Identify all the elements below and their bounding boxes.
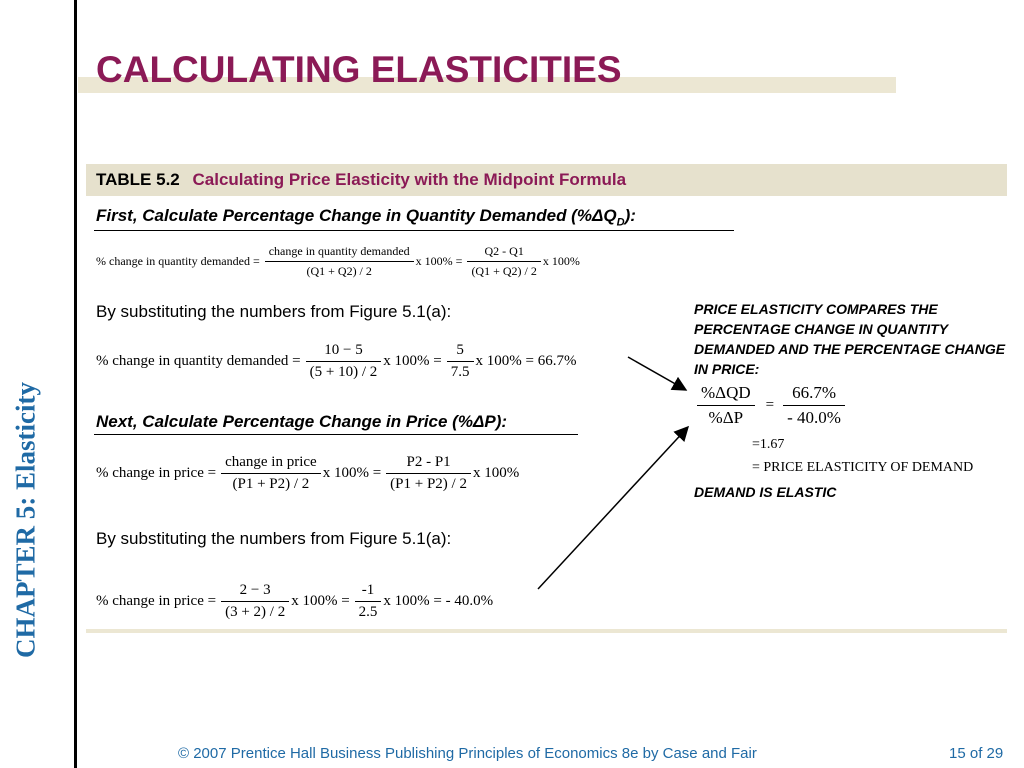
footer-copyright: © 2007 Prentice Hall Business Publishing Principles of Economics 8e by Case and Fair bbox=[178, 745, 757, 762]
table-caption: Calculating Price Elasticity with the Midpoint Formula bbox=[192, 170, 627, 189]
price-midpoint-formula: % change in price = $\frac{\text{change in price}}{(P1 + P2) / 2}$ x 100% = $\frac{P2 - P1}{(P1 + P2) / 2}$ x 100% bbox=[96, 454, 520, 492]
elasticity-note: PRICE ELASTICITY COMPARES THE PERCENTAGE CHANGE IN QUANTITY DEMANDED AND THE PERCENTAGE CHANGE IN PRICE: bbox=[694, 301, 1006, 377]
substitution-text-1: By substituting the numbers from Figure 5.1(a): bbox=[96, 302, 452, 321]
elasticity-verdict: DEMAND IS ELASTIC bbox=[694, 484, 837, 500]
arrow-qd-to-ratio bbox=[628, 357, 686, 390]
table-number: TABLE 5.2 bbox=[96, 170, 180, 189]
bottom-rule bbox=[86, 629, 1007, 633]
chapter-side-label: CHAPTER 5: Elasticity bbox=[10, 382, 41, 658]
section1-heading: First, Calculate Percentage Change in Quantity Demanded $(\%\Delta Q_D)$: bbox=[96, 206, 636, 229]
substitution-text-2: By substituting the numbers from Figure 5.1(a): bbox=[96, 529, 452, 548]
elasticity-value: =1.67 bbox=[752, 437, 785, 452]
arrow-price-to-ratio bbox=[538, 427, 688, 589]
qd-calculation: % change in quantity demanded = $\frac{10 - 5}{(5 + 10) / 2}$ x 100% = $\frac{5}{7.5}$ x 100% = 66.7% bbox=[96, 342, 577, 380]
page-number: 15 of 29 bbox=[949, 745, 1004, 762]
section2-heading: Next, Calculate Percentage Change in Price (%ΔP): bbox=[96, 412, 508, 431]
slide-title: CALCULATING ELASTICITIES bbox=[96, 49, 622, 90]
elasticity-ratio: $\frac{\text{\%ΔQD}}{\%\Delta P}$ = $\frac{66.7\%}{- 40.0\%}$ bbox=[694, 383, 847, 428]
price-calculation: % change in price = $\frac{2 - 3}{(3 + 2) / 2}$ x 100% = $\frac{-1}{2.5}$ x 100% = - 40.0% bbox=[96, 582, 494, 620]
qd-midpoint-formula: % change in quantity demanded = $\frac{\text{change in quantity demanded}}{(Q1 + Q2) / 2}$ x 100% = $\frac{Q2 - Q1}{(Q1 + Q2) / 2}$ x 100% bbox=[96, 244, 580, 278]
elasticity-definition: = PRICE ELASTICITY OF DEMAND bbox=[752, 460, 974, 475]
